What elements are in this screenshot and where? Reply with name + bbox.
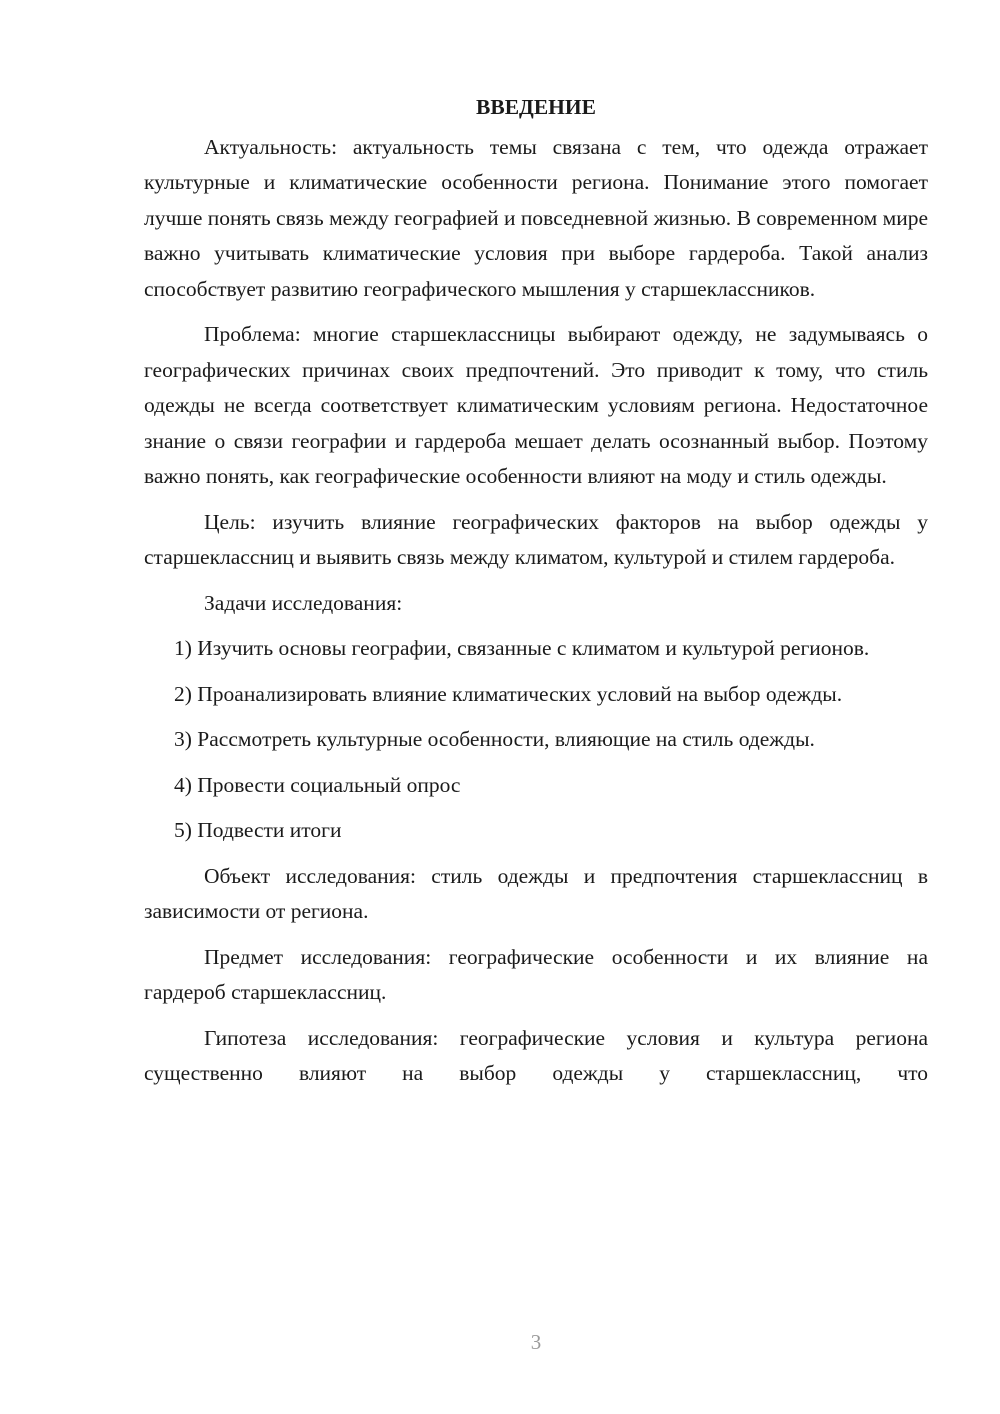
subject-paragraph: Предмет исследования: географические особенности и их влияние на гардероб старшеклассниц. bbox=[144, 944, 928, 1004]
tasks-heading: Задачи исследования: bbox=[204, 590, 403, 615]
problem-paragraph: Проблема: многие старшеклассницы выбирают одежду, не задумываясь о географических причинах своих предпочтений. Это приводит к тому, что стиль одежды не всегда соответствует климатическим условиям региона. Недостаточное знание о связи географии и гардероба мешает делать осознанный выбор. Поэтому важно понять, как географические особенности влияют на моду и стиль одежды. bbox=[144, 322, 928, 488]
page-title: ВВЕДЕНИЕ bbox=[476, 95, 596, 119]
list-item: 4) Провести социальный опрос bbox=[174, 772, 461, 797]
object-paragraph: Объект исследования: стиль одежды и предпочтения старшеклассниц в зависимости от региона. bbox=[144, 863, 928, 923]
hypothesis-paragraph: Гипотеза исследования: географические условия и культура региона существенно влияют на выбор одежды у старшеклассниц, что bbox=[144, 1025, 928, 1085]
list-item: 5) Подвести итоги bbox=[174, 818, 342, 842]
goal-paragraph: Цель: изучить влияние географических факторов на выбор одежды у старшеклассниц и выявить связь между климатом, культурой и стилем гардероба. bbox=[144, 509, 928, 569]
list-item: 3) Рассмотреть культурные особенности, влияющие на стиль одежды. bbox=[174, 727, 815, 751]
document-page bbox=[144, 90, 928, 1092]
relevance-paragraph: Актуальность: актуальность темы связана с тем, что одежда отражает культурные и климатические особенности региона. Понимание этого помогает лучше понять связь между географией и повседневной жизнью. В современном мире важно учитывать климатические условия при выборе гардероба. Такой анализ способствует развитию географического мышления у старшеклассников. bbox=[144, 134, 928, 301]
list-item: 1) Изучить основы географии, связанные с климатом и культурой регионов. bbox=[174, 636, 870, 660]
list-item: 2) Проанализировать влияние климатических условий на выбор одежды. bbox=[174, 681, 843, 706]
page-number: 3 bbox=[530, 1330, 542, 1354]
